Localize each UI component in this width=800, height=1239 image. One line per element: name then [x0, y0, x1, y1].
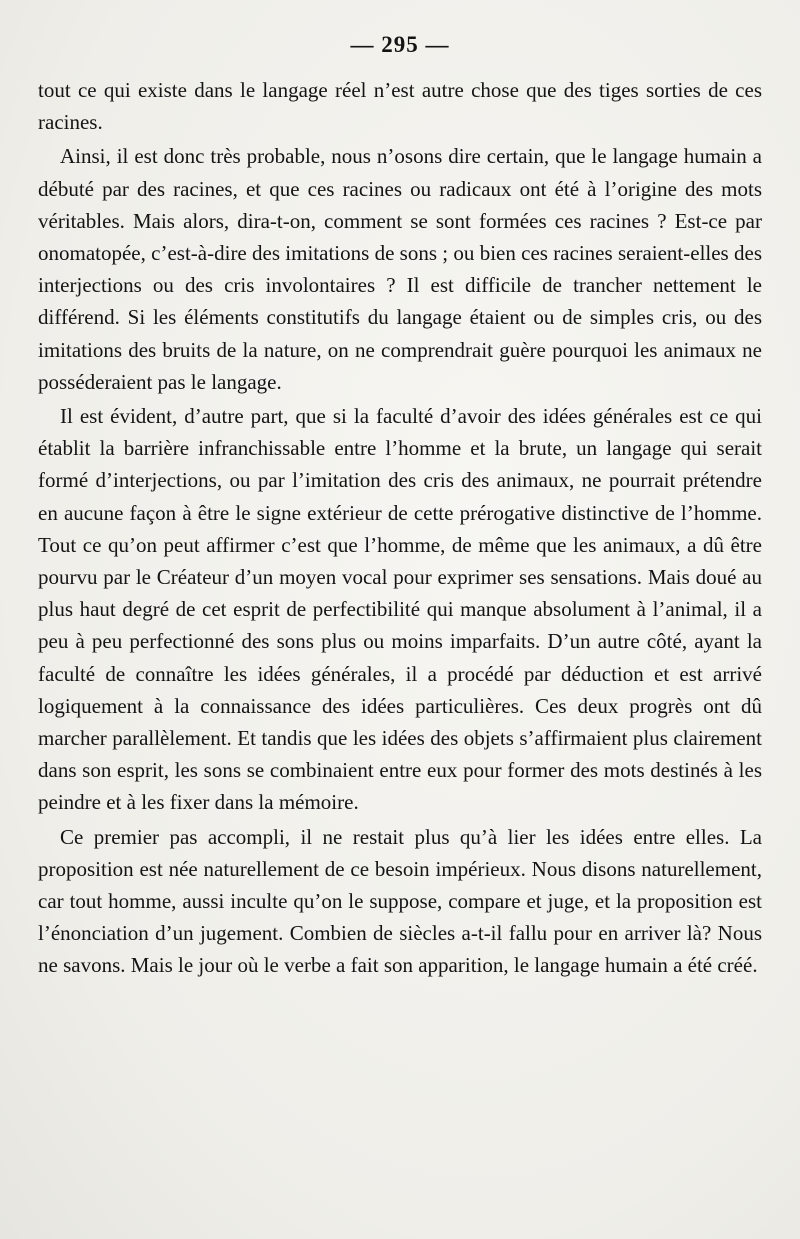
paragraph: Ce premier pas accompli, il ne restait plus qu’à lier les idées entre elles. La proposition est née naturellement de ce besoin impérieux. Nous disons naturellement, car tout homme, aussi inculte qu’on le suppose, compare et juge, et la proposition est l’énonciation d’un jugement. Combien de siècles a-t-il fallu pour en arriver là? Nous ne savons. Mais le jour où le verbe a fait son apparition, le langage humain a été créé. — [38, 824, 762, 978]
page-number: — 295 — — [350, 32, 450, 57]
paragraph: Ainsi, il est donc très probable, nous n’osons dire certain, que le langage humain a débuté par des racines, et que ces racines ou radicaux ont été à l’origine des mots véritables. Mais alors, dira-t-on, comment se sont formées ces racines ? Est-ce par onomatopée, c’est-à-dire des imitations de sons ; ou bien ces racines seraient-elles des interjections ou des cris involontaires ? Il est difficile de trancher nettement le différend. Si les éléments constitutifs du langage étaient ou de simples cris, ou des imitations des bruits de la nature, on ne comprendrait guère pourquoi les animaux ne posséderaient pas le langage. — [38, 144, 762, 394]
paragraph: Il est évident, d’autre part, que si la faculté d’avoir des idées générales est ce qui établit la barrière infranchissable entre l’homme et la brute, un langage qui serait formé d’interjections, ou par l’imitation des cris des animaux, ne pourrait prétendre en aucune façon à être le signe extérieur de cette prérogative distinctive de l’homme. Tout ce qu’on peut affirmer c’est que l’homme, de même que les animaux, a dû être pourvu par le Créateur d’un moyen vocal pour exprimer ses sensations. Mais doué au plus haut degré de cet esprit de perfectibilité qui manque absolument à l’animal, il a peu à peu perfectionné des sons plus ou moins imparfaits. D’un autre côté, ayant la faculté de connaître les idées générales, il a procédé par déduction et est arrivé logiquement à la connaissance des idées particulières. Ces deux progrès ont dû marcher parallèlement. Et tandis que les idées des objets s’affirmaient plus clairement dans son esprit, les sons se combinaient entre eux pour former des mots destinés à les peindre et à les fixer dans la mémoire. — [38, 404, 762, 815]
paragraph-continuation: tout ce qui existe dans le langage réel n’est autre chose que des tiges sorties de ces racines. — [38, 78, 762, 135]
